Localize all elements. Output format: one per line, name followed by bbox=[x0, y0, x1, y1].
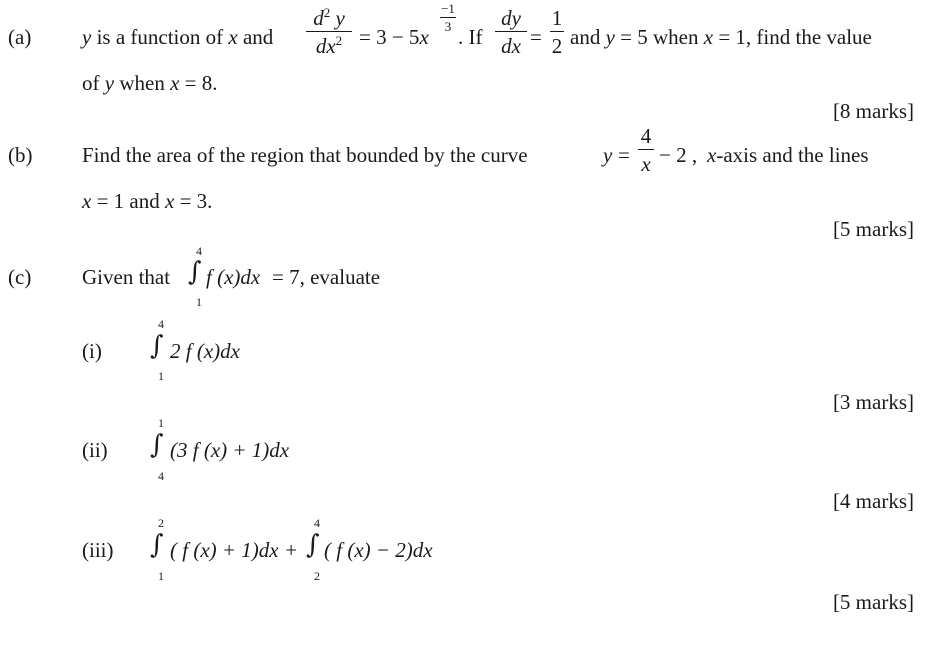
part-b-marks: [5 marks] bbox=[832, 217, 914, 241]
exponent-fraction: −1 3 bbox=[441, 1, 455, 34]
part-b-label: (b) bbox=[8, 143, 33, 167]
ci-expression: 2 f (x)dx bbox=[170, 339, 240, 363]
part-a-line1: y is a function of x and bbox=[82, 25, 274, 49]
part-a-marks: [8 marks] bbox=[832, 99, 914, 123]
part-ci-marks: [3 marks] bbox=[832, 390, 914, 414]
part-a-condition: and y = 5 when x = 1, find the value bbox=[570, 25, 872, 49]
ciii-lower-limit-1: 1 bbox=[158, 569, 164, 583]
given-value: = 7, evaluate bbox=[272, 265, 381, 289]
equals-sign: = bbox=[530, 25, 542, 49]
curve-y: y bbox=[603, 143, 613, 167]
ciii-upper-limit-2: 4 bbox=[314, 516, 320, 530]
four-over-x-fraction: 4 x bbox=[638, 124, 654, 176]
given-upper-limit: 4 bbox=[196, 244, 202, 258]
integral-icon: ∫ bbox=[306, 530, 320, 560]
part-ci-label: (i) bbox=[82, 339, 102, 363]
cii-lower-limit: 4 bbox=[158, 469, 164, 483]
part-b-text: Find the area of the region that bounded by the curve bbox=[82, 143, 528, 167]
part-ciii-label: (iii) bbox=[82, 538, 114, 562]
d2y-dx2-fraction: $d^2$ y $dx^2$ bbox=[306, 6, 352, 58]
part-ciii-marks: [5 marks] bbox=[832, 590, 914, 614]
integral-icon: ∫ bbox=[150, 530, 164, 560]
integral-icon: ∫ bbox=[150, 430, 164, 460]
curve-rest: − 2 , bbox=[659, 143, 698, 167]
ci-lower-limit: 1 bbox=[158, 369, 164, 383]
cii-expression: (3 f (x) + 1)dx bbox=[170, 438, 290, 462]
x-axis-text: x-axis and the lines bbox=[707, 143, 869, 167]
ciii-lower-limit-2: 2 bbox=[314, 569, 320, 583]
part-a-label: (a) bbox=[8, 25, 32, 49]
part-a-rhs: = 3 − 5x bbox=[359, 25, 429, 49]
dy-dx-fraction: dy dx bbox=[495, 6, 527, 58]
curve-equals: = bbox=[618, 143, 630, 167]
part-a-line2: of y when x = 8. bbox=[82, 71, 218, 95]
half-fraction: 1 2 bbox=[551, 6, 563, 59]
ciii-upper-limit-1: 2 bbox=[158, 516, 164, 530]
part-b-line2: x = 1 and x = 3. bbox=[82, 189, 213, 213]
given-integrand: f (x)dx bbox=[206, 265, 261, 289]
ci-upper-limit: 4 bbox=[158, 317, 164, 331]
integral-icon: ∫ bbox=[188, 257, 202, 287]
ciii-expression-2: ( f (x) − 2)dx bbox=[324, 538, 433, 562]
cii-upper-limit: 1 bbox=[158, 416, 164, 430]
given-that-text: Given that bbox=[82, 265, 171, 289]
given-lower-limit: 1 bbox=[196, 295, 202, 309]
part-c-label: (c) bbox=[8, 265, 32, 289]
integral-icon: ∫ bbox=[150, 331, 164, 361]
if-text: . If bbox=[458, 25, 483, 49]
ciii-expression-1: ( f (x) + 1)dx + bbox=[170, 538, 299, 562]
part-cii-marks: [4 marks] bbox=[832, 489, 914, 513]
part-cii-label: (ii) bbox=[82, 438, 108, 462]
